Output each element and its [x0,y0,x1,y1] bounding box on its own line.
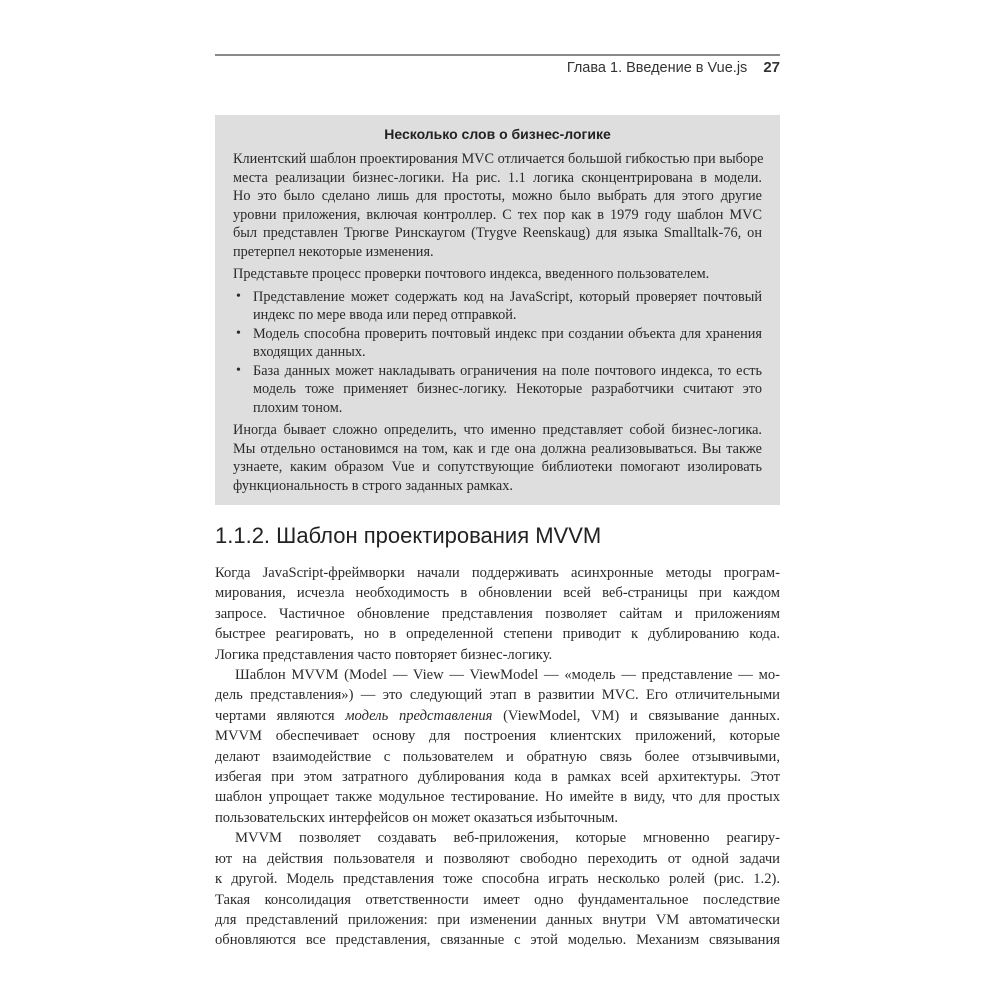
text-line: Такая консолидация ответственности имеет одно фундаментальное последствие [215,891,780,908]
text-line: обновляются все представления, связанные с этой моделью. Механизм связывания [215,932,780,949]
text-line: Мы отдельно остановимся на том, как и где она должна реализовываться. Вы также [233,440,762,457]
page-content [215,115,780,951]
text-line: функциональность в строго заданных рамках. [233,477,513,494]
text-line: места реализации бизнес-логики. На рис. 1.1 логика сконцентрирована в модели. [233,169,762,186]
bullet-list [233,288,762,418]
bullet-icon: • [236,362,241,378]
text-run: (ViewModel, VM) и связывание данных. [492,707,780,724]
section-heading: 1.1.2. Шаблон проектирования MVVM [215,523,602,548]
italic-term: модель представления [345,707,493,724]
text-line: для представлений приложения: при изменении данных внутри VM автоматически [215,911,780,928]
bullet-icon: • [236,325,241,341]
bullet-icon: • [236,288,241,304]
sidebar-paragraph [233,265,762,284]
text-line: Представление может содержать код на JavaScript, который проверяет почтовый [253,288,762,305]
text-line: MVVM позволяет создавать веб-приложения, которые мгновенно реагиру- [235,830,780,847]
text-line: запросе. Частичное обновление представления позволяет сайтам и приложениям [215,605,780,622]
text-line: плохим тоном. [253,399,343,416]
text-line: Когда JavaScript-фреймворки начали поддерживать асинхронные методы програм- [215,565,780,581]
text-line: быстрее реагировать, но в определенной степени приводит к дублированию кода. [215,626,780,643]
bullet-item [233,288,762,325]
text-line: индекс по мере ввода или перед отправкой. [253,307,517,323]
header-rule [215,54,780,56]
text-line: Шаблон MVVM (Model — View — ViewModel — «модель — представление — мо- [235,667,780,684]
text-line: модель тоже применяет бизнес-логику. Некоторые разработчики считают это [253,381,762,397]
text-line: претерпел некоторые изменения. [233,243,434,260]
text-line: избегая при этом затратного дублирования кода в рамках всей архитектуры. Этот [215,769,780,786]
body-paragraph [215,828,780,950]
text-line: Но это было сделано лишь для простоты, можно было выбрать для этого другие [233,188,762,204]
body-paragraph [215,665,780,828]
text-line: пользовательских интерфейсов он может оказаться избыточным. [215,809,619,826]
text-line: был представлен Трюгве Ринскаугом (Trygve Reenskaug) для языка Smalltalk-76, он [233,225,762,241]
text-line: узнаете, каким образом Vue и сопутствующие библиотеки помогают изолировать [233,459,762,475]
sidebar-box [215,115,780,505]
text-line: уровни приложения, включая контроллер. С тех пор как в 1979 году шаблон MVC [233,206,762,223]
page-number: 27 [763,59,780,76]
sidebar-box-title: Несколько слов о бизнес-логике [384,126,611,142]
text-line: мирования, исчезла необходимость в обновлении всей веб-страницы при каждом [215,585,780,602]
text-line: ют на действия пользователя и позволяют свободно переходить от одной задачи [215,850,780,867]
bullet-item [233,362,762,418]
text-line: Представьте процесс проверки почтового индекса, введенного пользователем. [233,266,710,282]
bullet-item [233,325,762,362]
running-header [567,59,780,76]
text-line: делают взаимодействие с пользователем и обратную связь более отзывчивыми, [215,748,780,765]
sidebar-paragraph [233,150,762,261]
text-line: Иногда бывает сложно определить, что именно представляет собой бизнес-логика. [233,422,762,438]
text-line: шаблон упрощает также модульное тестирование. Но имейте в виду, что для простых [215,789,780,806]
text-line: Клиентский шаблон проектирования MVC отличается большой гибкостью при выборе [233,151,764,167]
text-line: База данных может накладывать ограничения на поле почтового индекса, то есть [253,362,762,379]
chapter-title: Глава 1. Введение в Vue.js [566,60,748,76]
text-line: Модель способна проверить почтовый индекс при создании объекта для хранения [253,325,762,342]
body-paragraph [215,563,780,665]
sidebar-closing [233,421,762,495]
text-run: чертами являются [215,707,346,724]
body-text [215,563,780,951]
sidebar-box-content [233,150,762,495]
text-line [215,706,780,726]
text-line: к другой. Модель представления тоже способна играть несколько ролей (рис. 1.2). [215,871,780,888]
text-line: MVVM обеспечивает основу для построения клиентских приложений, которые [215,728,780,745]
text-line: Логика представления часто повторяет бизнес-логику. [215,646,553,663]
text-line: входящих данных. [253,344,366,360]
text-line: дель представления») — это следующий этап в развитии MVC. Его отличительными [215,687,780,704]
